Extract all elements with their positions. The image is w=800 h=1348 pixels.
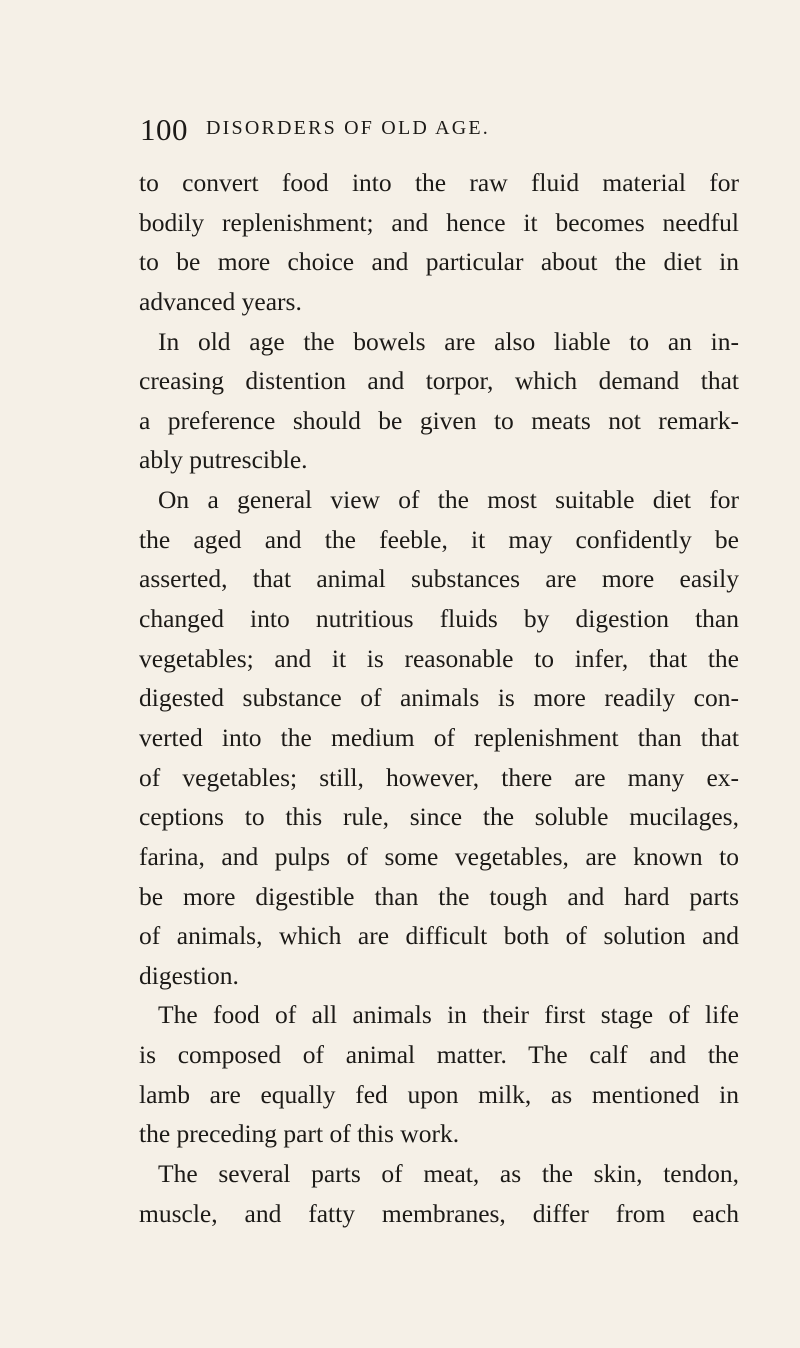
text-line: is composed of animal matter. The calf and the: [139, 1040, 739, 1070]
text-line: bodily replenishment; and hence it becomes needful: [139, 207, 739, 237]
text-line: advanced years.: [139, 286, 302, 316]
text-line: verted into the medium of replenishment than that: [139, 722, 739, 752]
text-line: muscle, and fatty membranes, differ from each: [139, 1198, 739, 1228]
text-line: ably putrescible.: [139, 445, 308, 475]
page-number: 100: [140, 112, 188, 147]
text-line: the preceding part of this work.: [139, 1119, 460, 1149]
running-head: DISORDERS OF OLD AGE.: [206, 117, 491, 139]
text-line: digestion.: [139, 960, 239, 990]
text-line: asserted, that animal substances are more easily: [139, 564, 739, 594]
text-line: The food of all animals in their first stage of life: [158, 1000, 739, 1030]
text-line: vegetables; and it is reasonable to infer, that the: [139, 643, 739, 673]
text-line: digested substance of animals is more readily con-: [139, 683, 739, 713]
text-line: a preference should be given to meats not remark-: [139, 405, 739, 435]
text-line: On a general view of the most suitable diet for: [158, 485, 739, 515]
text-line: In old age the bowels are also liable to an in-: [158, 326, 739, 356]
text-line: ceptions to this rule, since the soluble mucilages,: [139, 802, 739, 832]
text-line: lamb are equally fed upon milk, as mentioned in: [139, 1079, 739, 1109]
text-line: changed into nutritious fluids by digestion than: [139, 604, 739, 634]
text-line: The several parts of meat, as the skin, tendon,: [158, 1159, 739, 1189]
page-header: [140, 112, 740, 152]
text-line: to convert food into the raw fluid material for: [139, 168, 739, 197]
body-text: [139, 163, 739, 1233]
text-line: be more digestible than the tough and hard parts: [139, 881, 739, 911]
text-line: creasing distention and torpor, which demand that: [139, 366, 739, 396]
text-line: to be more choice and particular about the diet in: [139, 247, 739, 277]
text-line: of animals, which are difficult both of solution and: [139, 921, 739, 951]
text-line: farina, and pulps of some vegetables, are known to: [139, 841, 739, 871]
text-line: the aged and the feeble, it may confidently be: [139, 524, 739, 554]
text-line: of vegetables; still, however, there are many ex-: [139, 762, 739, 792]
